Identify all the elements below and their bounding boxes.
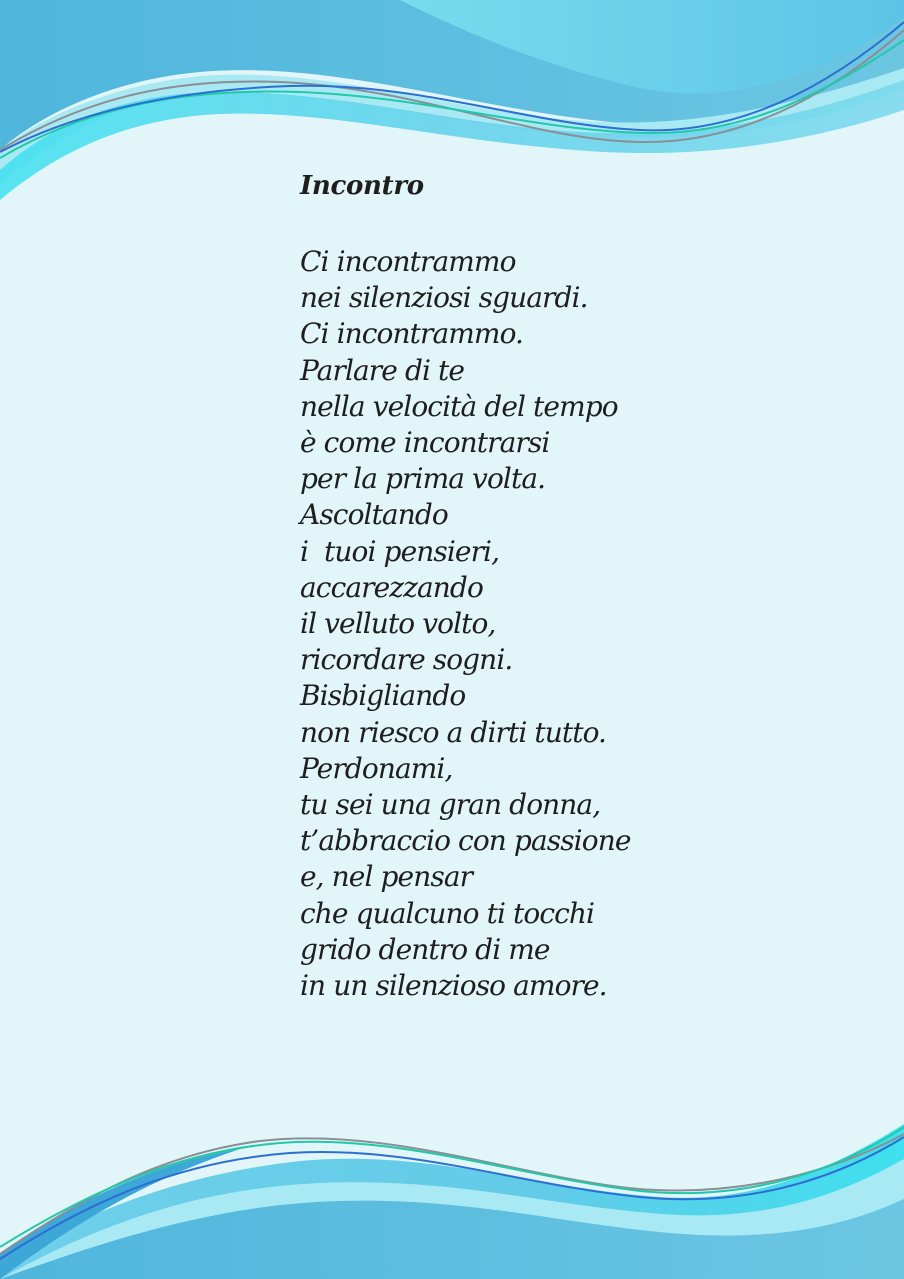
poem-line: nella velocità del tempo [300, 389, 618, 423]
poem-line: Perdonami, [300, 751, 453, 785]
poem-title: Incontro [300, 171, 424, 201]
poem-line: Bisbigliando [300, 679, 466, 713]
poem-line: Parlare di te [300, 353, 465, 387]
poem-line: t’abbraccio con passione [300, 824, 631, 858]
poem-line: Ci incontrammo [300, 245, 516, 278]
poem-line: i tuoi pensieri, [300, 534, 500, 568]
poem-stanza [300, 244, 860, 1004]
poem-line: ricordare sogni. [300, 643, 513, 677]
poem-line: nei silenziosi sguardi. [300, 281, 588, 315]
bottom-wave-decoration [0, 1079, 904, 1279]
poem-line: è come incontrarsi [300, 426, 550, 460]
poem-line: tu sei una gran donna, [300, 788, 601, 822]
poem-line: grido dentro di me [300, 932, 550, 966]
poem-line: per la prima volta. [300, 462, 546, 496]
poem-line: Ascoltando [300, 498, 448, 532]
poem-line: in un silenzioso amore. [300, 969, 607, 1003]
poem-line: che qualcuno ti tocchi [300, 896, 595, 930]
poem [300, 168, 860, 1004]
poem-line: il velluto volto, [300, 607, 496, 641]
poem-line: e, nel pensar [300, 860, 473, 894]
poem-line: accarezzando [300, 570, 483, 604]
poem-line: Ci incontrammo. [300, 317, 524, 351]
poem-line: non riesco a dirti tutto. [300, 715, 607, 749]
